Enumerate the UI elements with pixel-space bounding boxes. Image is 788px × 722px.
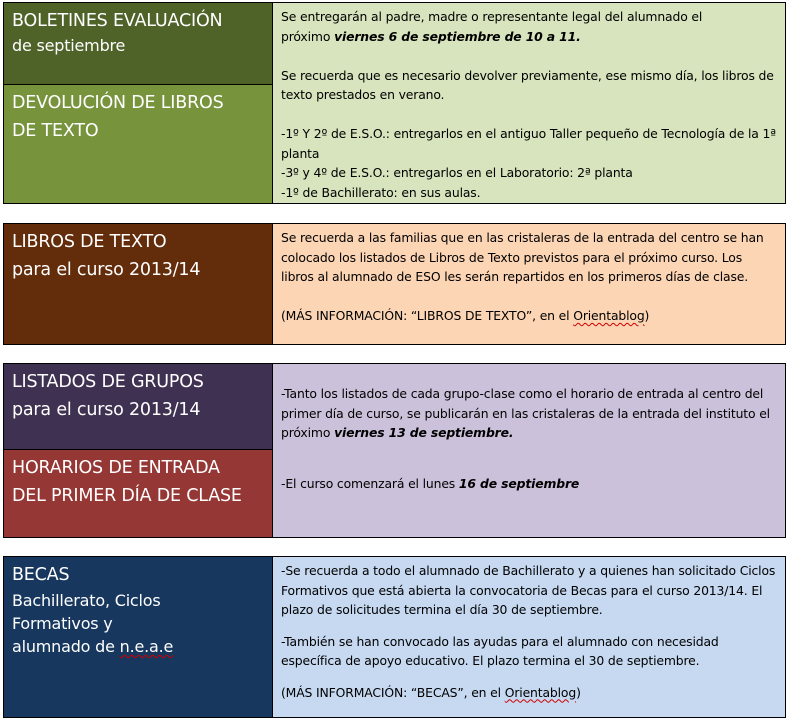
block-left-column xyxy=(4,224,273,344)
libros-content xyxy=(273,224,785,344)
becas-title: BECAS xyxy=(12,565,70,585)
block-boletines xyxy=(3,2,786,204)
listados-content xyxy=(273,364,785,537)
boletines-subtitle: de septiembre xyxy=(12,36,126,55)
boletines-p1: Se entregarán al padre, madre o representante legal del alumnado el próximo viernes 6 de septiembre de 10 a 11. xyxy=(281,9,703,44)
horarios-subtitle: DEL PRIMER DÍA DE CLASE xyxy=(12,486,242,506)
devolucion-l3: -1º de Bachillerato: en sus aulas. xyxy=(281,184,481,200)
neae-abbr: n.e.a.e xyxy=(119,637,174,656)
horarios-title: HORARIOS DE ENTRADA xyxy=(12,458,220,478)
listados-p1: -Tanto los listados de cada grupo-clase como el horario de entrada al centro del primer día de curso, se publicarán en las cristaleras de la entrada del instituto el próximo viernes 13 de septiembre. xyxy=(281,386,770,440)
boletines-title: BOLETINES EVALUACIÓN xyxy=(12,11,223,31)
becas-header-cell xyxy=(4,557,272,717)
libros-title: LIBROS DE TEXTO xyxy=(12,232,167,252)
listados-title: LISTADOS DE GRUPOS xyxy=(12,372,204,392)
horarios-header-cell xyxy=(4,449,272,537)
becas-p2: -También se han convocado las ayudas para el alumnado con necesidad específica de apoyo educativo. El plazo termina el 30 de septiembre. xyxy=(281,633,719,668)
block-listados xyxy=(3,363,786,538)
listados-header-cell xyxy=(4,364,272,449)
devolucion-l1: -1º Y 2º de E.S.O.: entregarlos en el antiguo Taller pequeño de Tecnología de la 1ª planta xyxy=(281,126,776,161)
libros-header-cell xyxy=(4,224,272,344)
block-left-column xyxy=(4,3,273,203)
block-libros xyxy=(3,223,786,345)
orientablog-link[interactable]: Orientablog xyxy=(504,684,577,700)
boletines-content xyxy=(273,3,785,203)
libros-subtitle: para el curso 2013/14 xyxy=(12,260,201,280)
orientablog-link[interactable]: Orientablog xyxy=(573,308,645,323)
listados-date: viernes 13 de septiembre. xyxy=(334,425,514,440)
horarios-p2: -El curso comenzará el lunes 16 de septiembre xyxy=(281,475,580,491)
devolucion-header-cell xyxy=(4,84,272,203)
libros-p1: Se recuerda a las familias que en las cristaleras de la entrada del centro se han colocado los listados de Libros de Texto previstos para el próximo curso. Los libros al alumnado de ESO les serán repartidos en los primeros días de clase. xyxy=(281,230,764,284)
boletines-date: viernes 6 de septiembre de 10 a 11. xyxy=(334,28,581,44)
horarios-date: 16 de septiembre xyxy=(458,475,580,491)
block-left-column xyxy=(4,364,273,537)
block-becas xyxy=(3,556,786,718)
block-left-column xyxy=(4,557,273,717)
listados-subtitle: para el curso 2013/14 xyxy=(12,400,201,420)
devolucion-title: DEVOLUCIÓN DE LIBROS xyxy=(12,93,224,113)
becas-line2: Bachillerato, Ciclos xyxy=(12,591,161,610)
libros-info: (MÁS INFORMACIÓN: “LIBROS DE TEXTO”, en el Orientablog) xyxy=(281,308,650,323)
becas-line3: Formativos y xyxy=(12,614,113,633)
boletines-header-cell xyxy=(4,3,272,84)
devolucion-p2: Se recuerda que es necesario devolver previamente, ese mismo día, los libros de texto prestados en verano. xyxy=(281,67,774,102)
becas-info: (MÁS INFORMACIÓN: “BECAS”, en el Orientablog) xyxy=(281,684,581,700)
becas-content xyxy=(273,557,785,717)
becas-line4: alumnado de n.e.a.e xyxy=(12,637,174,656)
devolucion-subtitle: DE TEXTO xyxy=(12,121,99,141)
devolucion-l2: -3º y 4º de E.S.O.: entregarlos en el Laboratorio: 2ª planta xyxy=(281,165,633,180)
becas-p1: -Se recuerda a todo el alumnado de Bachillerato y a quienes han solicitado Ciclos Formativos que está abierta la convocatoria de Becas para el curso 2013/14. El plazo de solicitudes termina el día 30 de septiembre. xyxy=(281,563,776,617)
